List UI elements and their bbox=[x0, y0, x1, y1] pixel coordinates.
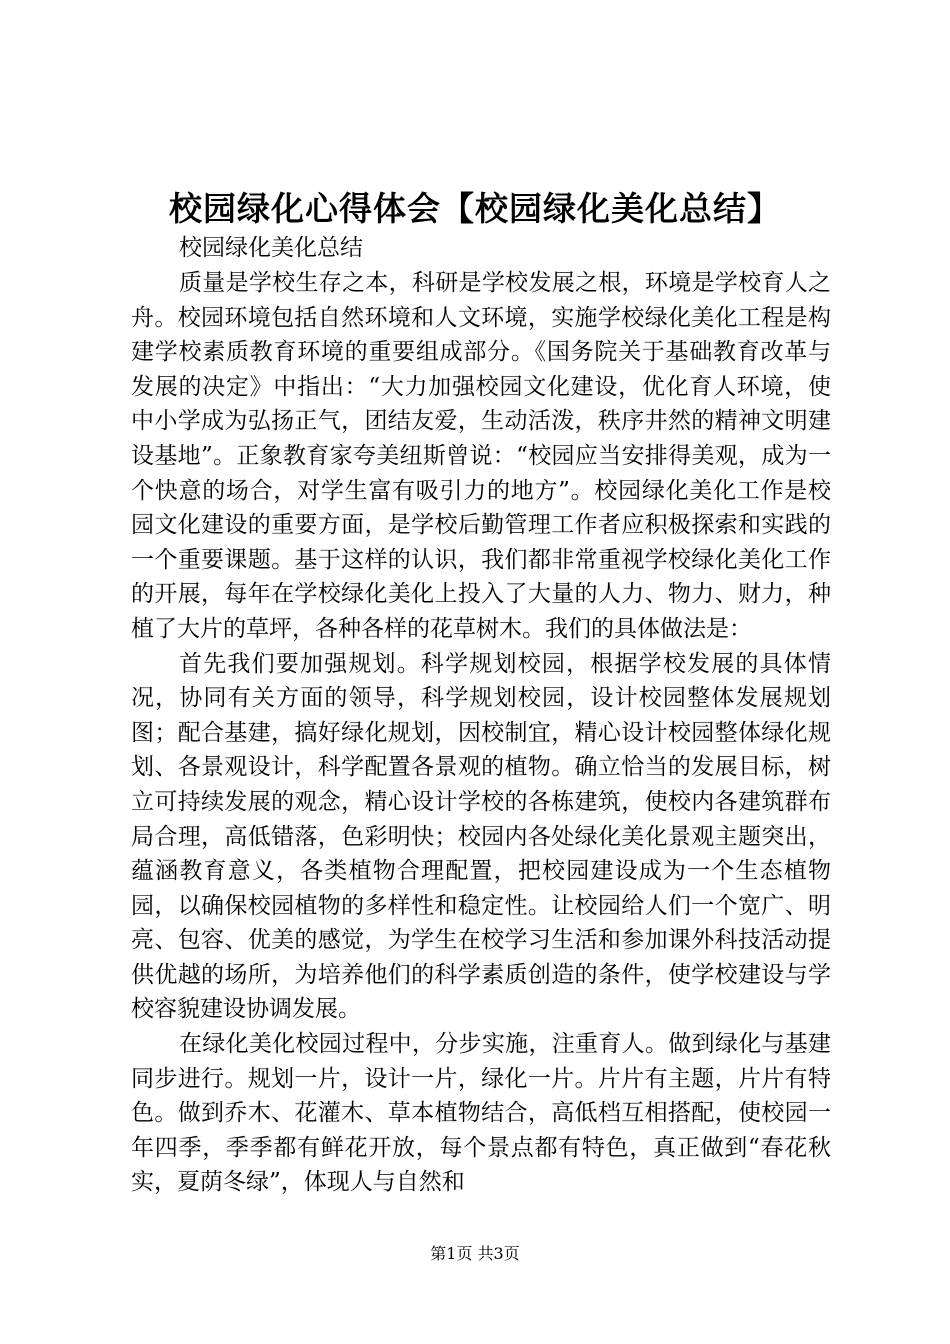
paragraph-1: 质量是学校生存之本，科研是学校发展之根，环境是学校育人之舟。校园环境包括自然环境和人文环境，实施学校绿化美化工程是构建学校素质教育环境的重要组成部分。《国务院关于基础教育改革与发展的决定》中指出：“大力加强校园文化建设，优化育人环境，使中小学成为弘扬正气，团结友爱，生动活泼，秩序井然的精神文明建设基地”。正象教育家夸美纽斯曾说：“校园应当安排得美观，成为一个快意的场合，对学生富有吸引力的地方”。校园绿化美化工作是校园文化建设的重要方面，是学校后勤管理工作者应积极探索和实践的一个重要课题。基于这样的认识，我们都非常重视学校绿化美化工作的开展，每年在学校绿化美化上投入了大量的人力、物力、财力，种植了大片的草坪，各种各样的花草树木。我们的具体做法是： bbox=[131, 270, 831, 642]
page-footer: 第1页 共3页 bbox=[430, 1244, 520, 1263]
document-subtitle: 校园绿化美化总结 bbox=[179, 235, 363, 261]
document-body bbox=[131, 231, 831, 1200]
document-title: 校园绿化心得体会【校园绿化美化总结】 bbox=[169, 189, 781, 228]
paragraph-2: 首先我们要加强规划。科学规划校园，根据学校发展的具体情况，协同有关方面的领导，科学规划校园，设计校园整体发展规划图；配合基建，搞好绿化规划，因校制宜，精心设计校园整体绿化规划、各景观设计，科学配置各景观的植物。确立恰当的发展目标，树立可持续发展的观念，精心设计学校的各栋建筑，使校内各建筑群布局合理，高低错落，色彩明快；校园内各处绿化美化景观主题突出，蕴涵教育意义，各类植物合理配置，把校园建设成为一个生态植物园，以确保校园植物的多样性和稳定性。让校园给人们一个宽广、明亮、包容、优美的感觉，为学生在校学习生活和参加课外科技活动提供优越的场所，为培养他们的科学素质创造的条件，使学校建设与学校容貌建设协调发展。 bbox=[131, 650, 831, 1023]
paragraph-3: 在绿化美化校园过程中，分步实施，注重育人。做到绿化与基建同步进行。规划一片，设计一片，绿化一片。片片有主题，片片有特色。做到乔木、花灌木、草本植物结合，高低档互相搭配，使校园一年四季，季季都有鲜花开放，每个景点都有特色，真正做到“春花秋实，夏荫冬绿”，体现人与自然和 bbox=[131, 1031, 831, 1196]
